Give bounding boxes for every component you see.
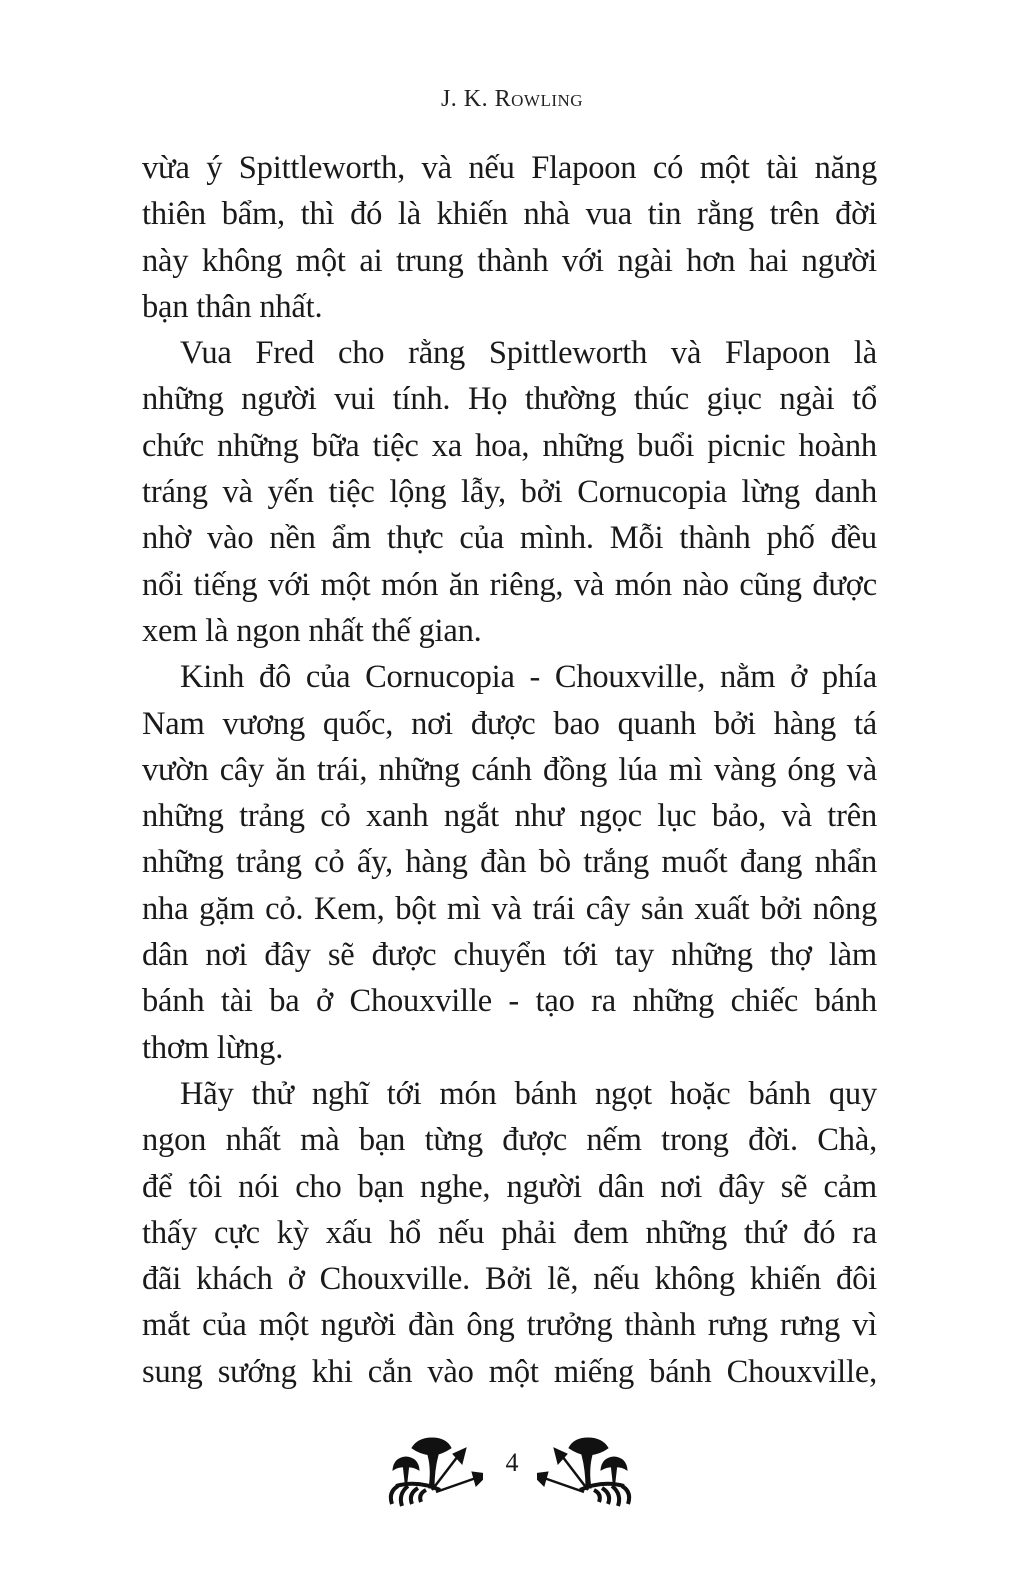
text-line: sung sướng khi cắn vào một miếng bánh Chouxville, xyxy=(142,1353,877,1390)
mushroom-ornament-icon xyxy=(388,1430,483,1510)
text-line: mắt của một người đàn ông trưởng thành rưng rưng vì xyxy=(142,1307,877,1344)
text-line: chức những bữa tiệc xa hoa, những buổi picnic hoành xyxy=(142,427,877,464)
text-line: này không một ai trung thành với ngài hơn hai người xyxy=(142,242,877,279)
text-line: Hãy thử nghĩ tới món bánh ngọt hoặc bánh quy xyxy=(180,1075,877,1112)
text-line: Vua Fred cho rằng Spittleworth và Flapoon là xyxy=(180,335,877,372)
text-line: thấy cực kỳ xấu hổ nếu phải đem những thứ đó ra xyxy=(142,1214,877,1251)
text-line: để tôi nói cho bạn nghe, người dân nơi đây sẽ cảm xyxy=(142,1168,877,1205)
mushroom-ornament-icon xyxy=(537,1430,632,1510)
text-line: vừa ý Spittleworth, và nếu Flapoon có một tài năng xyxy=(142,150,877,186)
text-line: nha gặm cỏ. Kem, bột mì và trái cây sản xuất bởi nông xyxy=(142,890,877,927)
text-line: Kinh đô của Cornucopia - Chouxville, nằm ở phía xyxy=(180,659,877,696)
running-header-author: J. K. Rowling xyxy=(440,86,584,112)
paragraph-1 xyxy=(142,145,877,330)
text-line: những trảng cỏ xanh ngắt như ngọc lục bảo, và trên xyxy=(142,798,877,835)
text-line: thơm lừng. xyxy=(142,1029,284,1066)
text-line: những trảng cỏ ấy, hàng đàn bò trắng muốt đang nhẩn xyxy=(142,844,877,881)
text-line: bạn thân nhất. xyxy=(142,288,323,325)
page-footer xyxy=(0,1430,1024,1510)
text-line: Nam vương quốc, nơi được bao quanh bởi hàng tá xyxy=(142,705,877,742)
text-line: dân nơi đây sẽ được chuyển tới tay những thợ làm xyxy=(142,937,877,974)
text-line: những người vui tính. Họ thường thúc giục ngài tổ xyxy=(142,381,877,418)
text-line: thiên bẩm, thì đó là khiến nhà vua tin rằng trên đời xyxy=(142,196,877,233)
text-line: vườn cây ăn trái, những cánh đồng lúa mì vàng óng và xyxy=(142,751,877,788)
paragraph-3 xyxy=(142,654,877,1071)
text-line: nổi tiếng với một món ăn riêng, và món nào cũng được xyxy=(142,566,877,603)
text-line: xem là ngon nhất thế gian. xyxy=(142,612,482,649)
paragraph-4 xyxy=(142,1071,877,1395)
paragraph-2 xyxy=(142,330,877,654)
text-line: tráng và yến tiệc lộng lẫy, bởi Cornucopia lừng danh xyxy=(142,474,877,511)
text-line: nhờ vào nền ẩm thực của mình. Mỗi thành phố đều xyxy=(142,520,877,557)
text-line: ngon nhất mà bạn từng được nếm trong đời. Chà, xyxy=(142,1122,877,1159)
body-text xyxy=(142,145,877,1395)
text-line: bánh tài ba ở Chouxville - tạo ra những chiếc bánh xyxy=(142,983,877,1020)
text-line: đãi khách ở Chouxville. Bởi lẽ, nếu không khiến đôi xyxy=(142,1261,877,1298)
page-number: 4 xyxy=(505,1448,519,1477)
